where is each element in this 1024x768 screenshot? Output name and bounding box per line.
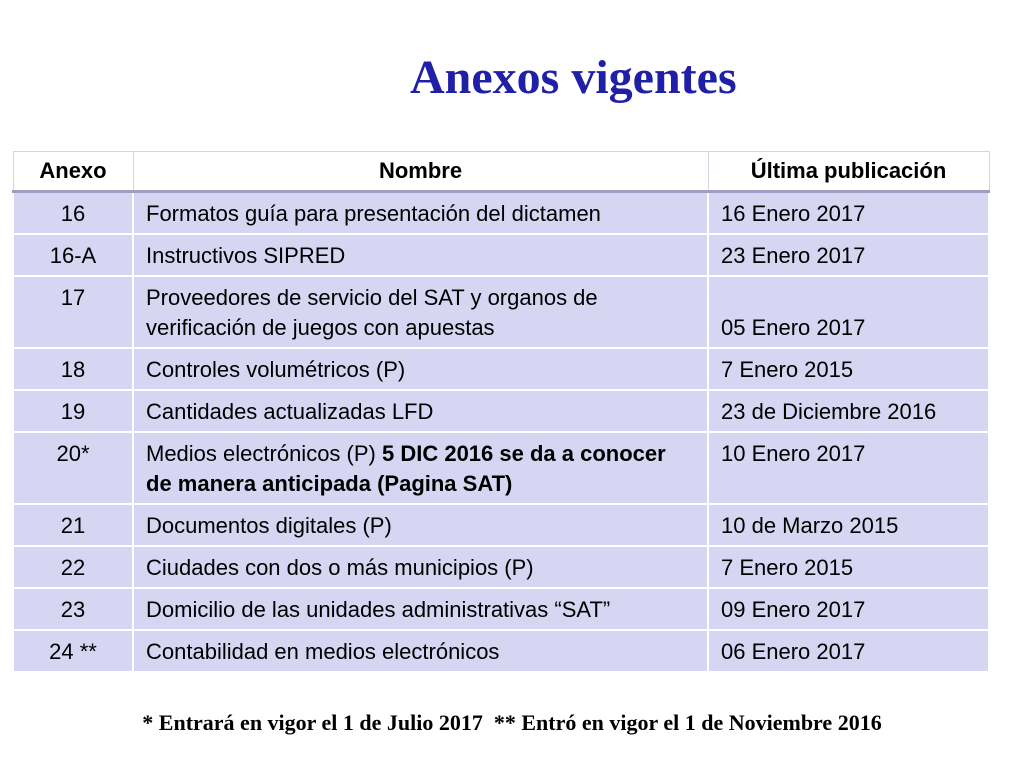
cell-anexo: 21 <box>13 504 133 546</box>
cell-fecha: 10 de Marzo 2015 <box>708 504 989 546</box>
table-row <box>13 432 989 504</box>
cell-nombre: Cantidades actualizadas LFD <box>133 390 708 432</box>
cell-fecha: 23 de Diciembre 2016 <box>708 390 989 432</box>
cell-nombre-bold-note: 5 DIC 2016 se da a conocer de manera anticipada (Pagina SAT) <box>146 441 666 496</box>
cell-anexo: 17 <box>13 276 133 348</box>
cell-nombre: Domicilio de las unidades administrativas “SAT” <box>133 588 708 630</box>
cell-nombre: Ciudades con dos o más municipios (P) <box>133 546 708 588</box>
cell-anexo: 19 <box>13 390 133 432</box>
table-row <box>13 588 989 630</box>
cell-fecha: 23 Enero 2017 <box>708 234 989 276</box>
table-row <box>13 546 989 588</box>
column-header-nombre: Nombre <box>133 152 708 192</box>
cell-fecha: 7 Enero 2015 <box>708 348 989 390</box>
cell-nombre: Proveedores de servicio del SAT y organos de verificación de juegos con apuestas <box>133 276 708 348</box>
cell-nombre: Contabilidad en medios electrónicos <box>133 630 708 672</box>
table-row <box>13 234 989 276</box>
cell-fecha: 10 Enero 2017 <box>708 432 989 504</box>
cell-fecha: 09 Enero 2017 <box>708 588 989 630</box>
cell-anexo: 23 <box>13 588 133 630</box>
cell-nombre: Formatos guía para presentación del dictamen <box>133 192 708 235</box>
table-row <box>13 276 989 348</box>
annex-table <box>12 151 990 673</box>
table-row <box>13 630 989 672</box>
column-header-ultima-publicacion: Última publicación <box>708 152 989 192</box>
table-row <box>13 390 989 432</box>
cell-fecha: 16 Enero 2017 <box>708 192 989 235</box>
table-row <box>13 192 989 235</box>
footnote: * Entrará en vigor el 1 de Julio 2017 ** Entró en vigor el 1 de Noviembre 2016 <box>142 710 882 735</box>
cell-anexo: 16 <box>13 192 133 235</box>
table-row <box>13 504 989 546</box>
cell-fecha: 05 Enero 2017 <box>708 276 989 348</box>
cell-nombre <box>133 432 708 504</box>
cell-fecha: 06 Enero 2017 <box>708 630 989 672</box>
cell-anexo: 24 ** <box>13 630 133 672</box>
cell-nombre: Controles volumétricos (P) <box>133 348 708 390</box>
table-header-row <box>13 152 989 192</box>
cell-anexo: 16-A <box>13 234 133 276</box>
column-header-anexo: Anexo <box>13 152 133 192</box>
cell-anexo: 18 <box>13 348 133 390</box>
cell-nombre: Documentos digitales (P) <box>133 504 708 546</box>
page-title: Anexos vigentes <box>410 51 737 104</box>
cell-anexo: 20* <box>13 432 133 504</box>
cell-anexo: 22 <box>13 546 133 588</box>
table-row <box>13 348 989 390</box>
cell-nombre-text: Medios electrónicos (P) <box>146 441 382 466</box>
cell-nombre: Instructivos SIPRED <box>133 234 708 276</box>
cell-fecha: 7 Enero 2015 <box>708 546 989 588</box>
